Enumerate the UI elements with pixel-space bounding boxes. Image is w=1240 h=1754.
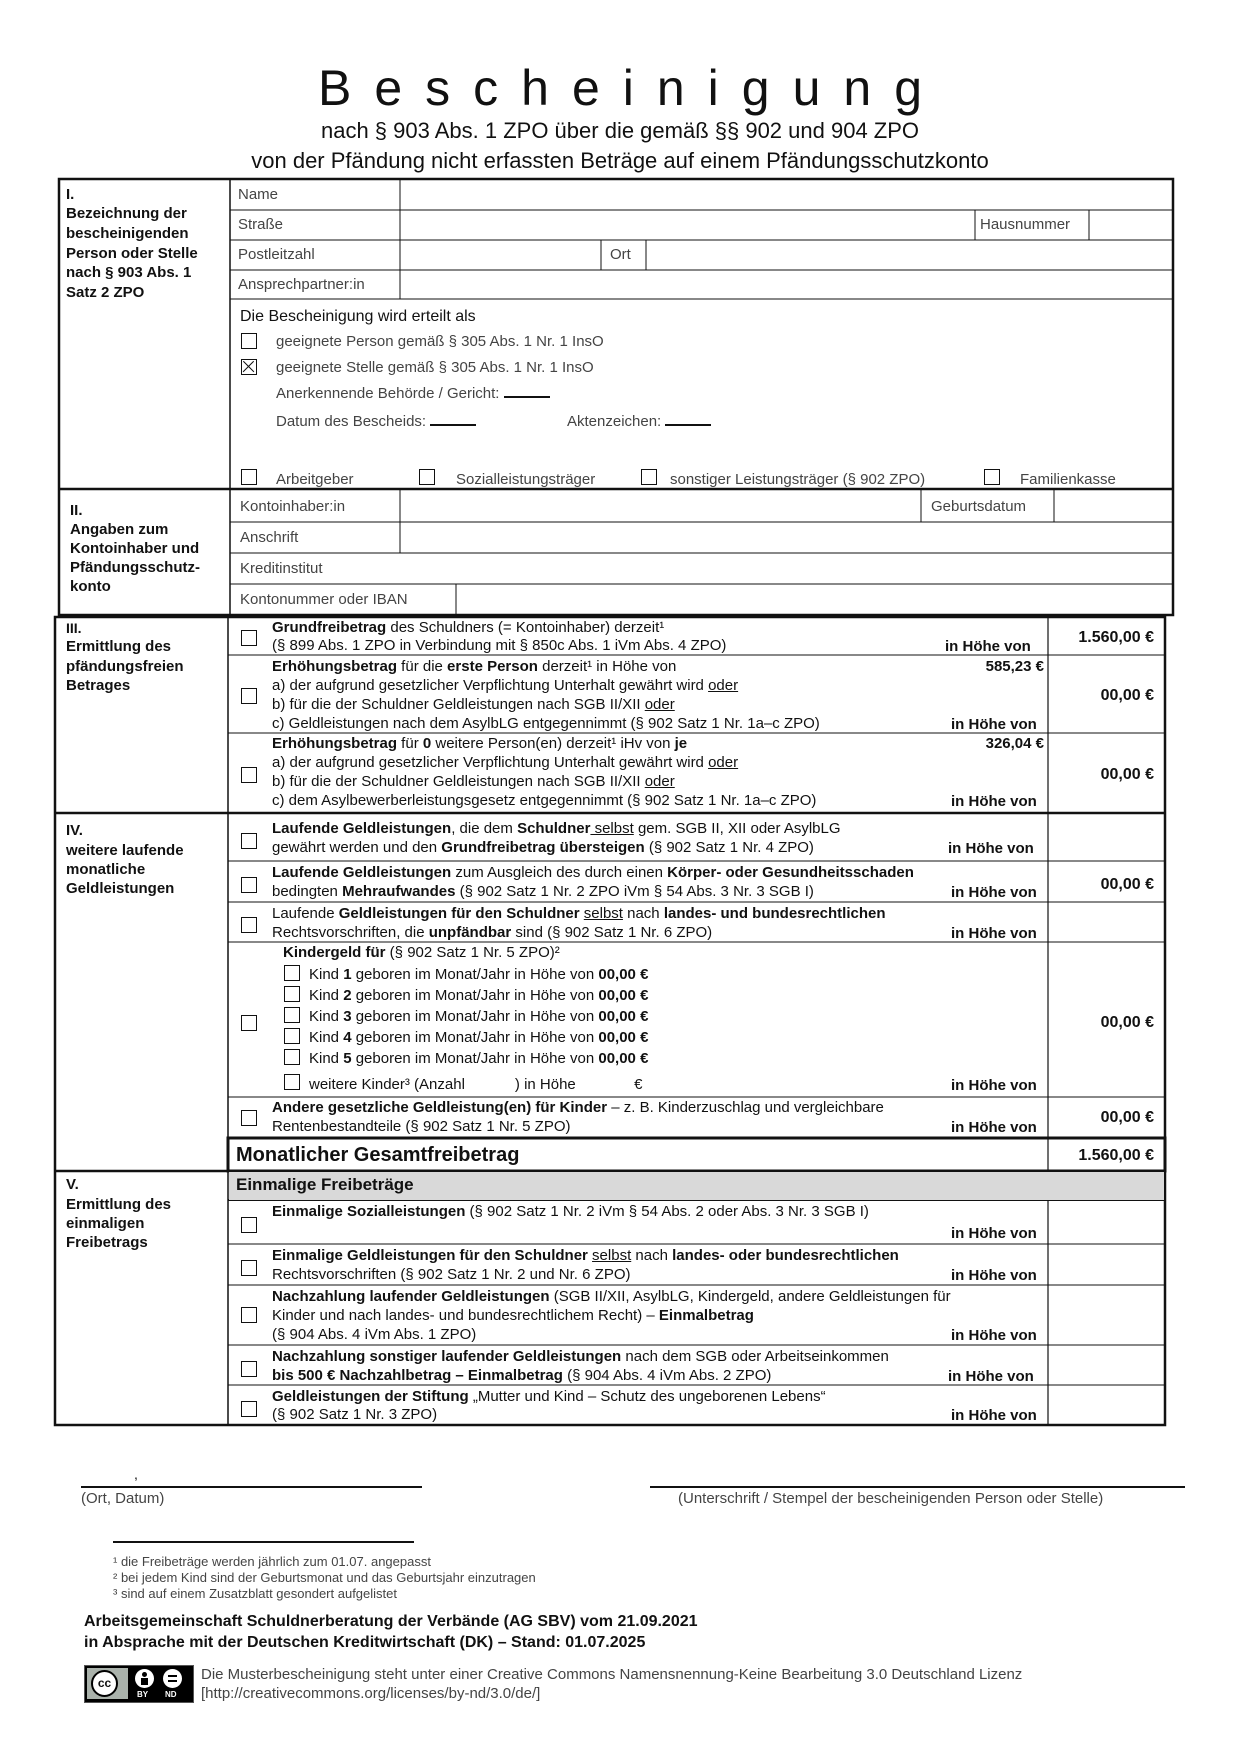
monatlicher-gesamtfreibetrag-value: 1.560,00 €	[1078, 1147, 1154, 1164]
mehraufwand-label: Mehraufwandes	[342, 883, 456, 900]
in-hoehe-von: in Höhe von	[951, 1327, 1037, 1344]
footer-line-2: in Absprache mit der Deutschen Kreditwirtschaft (DK) – Stand: 01.07.2025	[84, 1634, 646, 1651]
section-4-number: IV.	[66, 822, 83, 839]
checkbox-einmalige-geldleistungen[interactable]	[241, 1260, 257, 1276]
einmalig-sozial-label: Einmalige Sozialleistungen	[272, 1203, 466, 1220]
ansprechpartner-field[interactable]	[402, 272, 1171, 298]
checkbox-landesrecht-unpfaendbar[interactable]	[241, 917, 257, 933]
grundfreibetrag-line1	[272, 619, 664, 637]
laufende-text: (§ 902 Satz 1 Nr. 4 ZPO)	[644, 839, 814, 856]
landesrecht-text: sind (§ 902 Satz 1 Nr. 6 ZPO)	[511, 924, 713, 941]
name-field[interactable]	[402, 181, 1171, 209]
kindergeld-ref: (§ 902 Satz 1 Nr. 5 ZPO)²	[385, 944, 560, 961]
hausnummer-field[interactable]	[1091, 212, 1171, 239]
checkbox-kind-4[interactable]	[284, 1028, 300, 1044]
checkbox-erhoehung-weitere[interactable]	[241, 767, 257, 783]
checkbox-stiftung[interactable]	[241, 1401, 257, 1417]
checkbox-andere-kinderleistungen[interactable]	[241, 1110, 257, 1126]
koerperschaden-value: 00,00 €	[1100, 876, 1154, 893]
erhoehung-text: derzeit¹ in Höhe von	[537, 658, 677, 675]
stiftung-line1	[272, 1388, 826, 1406]
einmalbetrag-label: Einmalbetrag	[658, 1307, 754, 1324]
nachzahlung-sonstige-label: Nachzahlung sonstiger laufender Geldleistungen	[272, 1348, 622, 1365]
label-geeignete-person: geeignete Person gemäß § 305 Abs. 1 Nr. 1 InsO	[276, 333, 604, 350]
anzahl-personen: 0	[422, 735, 432, 752]
einmalige-freibetraege-heading: Einmalige Freibeträge	[236, 1175, 414, 1194]
section-label-line: Person oder Stelle	[66, 245, 198, 262]
in-hoehe-von: in Höhe von	[951, 716, 1037, 733]
nachzahlung-laufend-line2	[272, 1307, 754, 1325]
behoerde-field[interactable]	[504, 386, 550, 398]
selbst-text: selbst	[583, 905, 623, 922]
label-plz: Postleitzahl	[238, 246, 315, 263]
checkbox-nachzahlung-sonstige[interactable]	[241, 1361, 257, 1377]
erhoehung-erste-amount: 585,23 €	[985, 658, 1044, 675]
kind-label: Kind	[309, 1050, 340, 1067]
label-geburtsdatum: Geburtsdatum	[931, 498, 1027, 515]
nachzahlung-laufend-line1	[272, 1288, 951, 1306]
section-label-line: Betrages	[66, 677, 131, 694]
erste-person-label: erste Person	[447, 658, 538, 675]
by-icon	[135, 1669, 154, 1688]
bis-500-label: bis 500 € Nachzahlbetrag – Einmalbetrag	[272, 1367, 563, 1384]
einmalig-geld-line2: Rechtsvorschriften (§ 902 Satz 1 Nr. 2 und Nr. 6 ZPO)	[272, 1266, 631, 1283]
label-ansprechpartner: Ansprechpartner:in	[238, 276, 365, 293]
laufende-label: Laufende Geldleistungen	[272, 864, 452, 881]
section-2-number: II.	[70, 502, 83, 519]
label-kontoinhaber: Kontoinhaber:in	[240, 498, 346, 515]
kreditinstitut-field[interactable]	[402, 555, 1171, 583]
erhoehung-erste-c: c) Geldleistungen nach dem AsylbLG entgegennimmt (§ 902 Satz 1 Nr. 1a–c ZPO)	[272, 715, 820, 732]
landesrecht-label: landes- und bundesrechtlichen	[663, 905, 886, 922]
erhoehung-weitere-amount: 326,04 €	[985, 735, 1044, 752]
kind-geboren-text: geboren im Monat/Jahr in Höhe von	[351, 966, 599, 983]
kindergeld-label: Kindergeld für	[283, 944, 386, 961]
footnote-3: ³ sind auf einem Zusatzblatt gesondert aufgelistet	[113, 1586, 397, 1601]
checkbox-familienkasse[interactable]	[984, 469, 1000, 485]
section-label-line: pfändungsfreien	[66, 658, 184, 675]
nachzahlung-sonstige-text: nach dem SGB oder Arbeitseinkommen	[621, 1348, 889, 1365]
checkbox-kind-2[interactable]	[284, 986, 300, 1002]
andere-kinder-line1	[272, 1099, 884, 1117]
koerperschaden-line1	[272, 864, 914, 882]
oder-text: oder	[708, 754, 739, 771]
cc-by-nd-badge[interactable]	[84, 1665, 194, 1703]
laufende-text: , die dem	[451, 820, 518, 837]
kind-row-5: Kind 5 geboren im Monat/Jahr in Höhe von 00,00 €	[309, 1050, 649, 1067]
bescheid-datum-field[interactable]	[430, 414, 476, 426]
schuldner-label: Schuldner	[517, 820, 591, 837]
checkbox-laufende-geldleistungen-sgb[interactable]	[241, 833, 257, 849]
aktenzeichen-field[interactable]	[665, 414, 711, 426]
kind-label: Kind	[309, 1008, 340, 1025]
weitere-kinder-text: weitere Kinder³ (Anzahl ) in Höhe €	[309, 1076, 643, 1093]
kind-geboren-text: geboren im Monat/Jahr in Höhe von	[351, 1008, 599, 1025]
footnote-divider	[113, 1541, 414, 1543]
footer-line-1: Arbeitsgemeinschaft Schuldnerberatung der Verbände (AG SBV) vom 21.09.2021	[84, 1613, 698, 1630]
laufende-text: gem. SGB II, XII oder AsylbLG	[633, 820, 841, 837]
kind-label: Kind	[309, 987, 340, 1004]
grundfreibetrag-ref: (§ 899 Abs. 1 ZPO in Verbindung mit § 850c Abs. 1 iVm Abs. 4 ZPO)	[272, 637, 727, 654]
label-name: Name	[238, 186, 279, 203]
landesrecht-text: Laufende	[272, 905, 339, 922]
einmalig-geld-line1	[272, 1247, 899, 1265]
koerperschaden-text: zum Ausgleich des durch einen	[451, 864, 668, 881]
label-aktenzeichen: Aktenzeichen:	[567, 413, 662, 430]
in-hoehe-von: in Höhe von	[951, 1267, 1037, 1284]
section-label-line: Satz 2 ZPO	[66, 284, 145, 301]
andere-kinder-line2: Rentenbestandteile (§ 902 Satz 1 Nr. 5 ZPO)	[272, 1118, 571, 1135]
section-label-line: Geldleistungen	[66, 880, 175, 897]
checkbox-koerperschaden[interactable]	[241, 877, 257, 893]
oder-text: oder	[644, 696, 675, 713]
in-hoehe-von: in Höhe von	[951, 1119, 1037, 1136]
section-label-line: nach § 903 Abs. 1	[66, 264, 192, 281]
laufende-sgb-line1	[272, 820, 841, 838]
nachzahlung-sonstige-line1	[272, 1348, 889, 1366]
anschrift-field[interactable]	[402, 524, 1171, 552]
footnote-1: ¹ die Freibeträge werden jährlich zum 01.07. angepasst	[113, 1554, 431, 1569]
checkbox-kind-3[interactable]	[284, 1007, 300, 1023]
nachzahlung-sonstige-line2	[272, 1367, 771, 1385]
label-geeignete-stelle: geeignete Stelle gemäß § 305 Abs. 1 Nr. 1 InsO	[276, 359, 594, 376]
behoerde-row	[276, 385, 550, 403]
ort-datum-line[interactable]	[81, 1486, 422, 1488]
erhoehung-text: für	[397, 735, 423, 752]
erhoehung-erste-a	[272, 677, 738, 695]
unterschrift-label: (Unterschrift / Stempel der bescheinigenden Person oder Stelle)	[678, 1490, 1104, 1507]
koerperschaden-label: Körper- oder Gesundheitsschaden	[667, 864, 914, 881]
checkbox-grundfreibetrag[interactable]	[241, 630, 257, 646]
label-behoerde: Anerkennende Behörde / Gericht:	[276, 385, 500, 402]
in-hoehe-von: in Höhe von	[945, 638, 1031, 655]
grundfreibetrag-value: 1.560,00 €	[1078, 629, 1154, 646]
selbst-text: selbst	[592, 1247, 632, 1264]
checkbox-erhoehung-erste-person[interactable]	[241, 688, 257, 704]
laufende-label: Laufende Geldleistungen	[272, 820, 452, 837]
label-iban: Kontonummer oder IBAN	[240, 591, 408, 608]
page-subtitle-2: von der Pfändung nicht erfassten Beträge auf einem Pfändungsschutzkonto	[251, 148, 989, 173]
label-kreditinstitut: Kreditinstitut	[240, 560, 323, 577]
erhoehung-b-text: b) für die der Schuldner Geldleistungen nach SGB II/XII	[272, 696, 645, 713]
nachzahlung-laufend-text: (SGB II/XII, AsylbLG, Kindergeld, andere Geldleistungen für	[549, 1288, 951, 1305]
license-text: Die Musterbescheinigung steht unter einer Creative Commons Namensnennung-Keine Bearbeitung 3.0 Deutschland Lizenz	[201, 1666, 1023, 1683]
in-hoehe-von: in Höhe von	[951, 793, 1037, 810]
label-sonstiger-leistungstraeger: sonstiger Leistungsträger (§ 902 ZPO)	[670, 471, 926, 488]
section-label-line: Kontoinhaber und	[70, 540, 200, 557]
in-hoehe-von: in Höhe von	[948, 1368, 1034, 1385]
section-label-line: einmaligen	[66, 1215, 145, 1232]
checkbox-kind-5[interactable]	[284, 1049, 300, 1065]
in-hoehe-von: in Höhe von	[951, 884, 1037, 901]
erhoehung-a-text: a) der aufgrund gesetzlicher Verpflichtung Unterhalt gewährt wird	[272, 754, 709, 771]
section-1-number: I.	[66, 186, 75, 203]
einmalig-geld-label: Einmalige Geldleistungen für den Schuldner	[272, 1247, 593, 1264]
koerperschaden-text: bedingten	[272, 883, 343, 900]
checkbox-kind-1[interactable]	[284, 965, 300, 981]
selbst-text: selbst	[590, 820, 634, 837]
unpfaendbar-label: unpfändbar	[428, 924, 512, 941]
erteilt-heading: Die Bescheinigung wird erteilt als	[240, 308, 476, 325]
ort-datum-label: (Ort, Datum)	[81, 1490, 165, 1507]
landesrecht-line1	[272, 905, 886, 923]
kind-amount: 00,00 €	[598, 1008, 649, 1025]
oder-text: oder	[644, 773, 675, 790]
grundfreibetrag-text: des Schuldners (= Kontoinhaber) derzeit¹	[386, 619, 665, 636]
erhoehung-b-text: b) für die der Schuldner Geldleistungen nach SGB II/XII	[272, 773, 645, 790]
in-hoehe-von: in Höhe von	[951, 1077, 1037, 1094]
stiftung-line2: (§ 902 Satz 1 Nr. 3 ZPO)	[272, 1406, 438, 1423]
plz-field[interactable]	[402, 242, 599, 269]
unterschrift-line[interactable]	[650, 1486, 1185, 1488]
andere-kinder-text: – z. B. Kinderzuschlag und vergleichbare	[607, 1099, 884, 1116]
koerperschaden-line2	[272, 883, 814, 901]
erhoehung-a-text: a) der aufgrund gesetzlicher Verpflichtung Unterhalt gewährt wird	[272, 677, 709, 694]
section-label-line: Ermittlung des	[66, 638, 172, 655]
iban-field[interactable]	[458, 586, 1171, 614]
erhoehung-label: Erhöhungsbetrag	[272, 735, 398, 752]
landesrecht-text: Rechtsvorschriften, die	[272, 924, 429, 941]
grundfreibetrag-uebersteigen: Grundfreibetrag übersteigen	[441, 839, 645, 856]
monatlicher-gesamtfreibetrag-label: Monatlicher Gesamtfreibetrag	[236, 1144, 520, 1166]
section-label-line: konto	[70, 578, 111, 595]
nachzahlung-laufend-text: Kinder und nach landes- und bundesrechtlichem Recht) –	[272, 1307, 659, 1324]
kind-row-4: Kind 4 geboren im Monat/Jahr in Höhe von 00,00 €	[309, 1029, 649, 1046]
section-3-number: III.	[66, 620, 82, 636]
aktenzeichen-row	[567, 413, 711, 431]
kind-geboren-text: geboren im Monat/Jahr in Höhe von	[351, 1050, 599, 1067]
in-hoehe-von: in Höhe von	[951, 1225, 1037, 1242]
kindergeld-heading	[283, 944, 560, 962]
oder-text: oder	[708, 677, 739, 694]
nd-label: ND	[165, 1690, 177, 1699]
erhoehung-erste-value: 00,00 €	[1100, 687, 1154, 704]
label-sozialleistungstraeger: Sozialleistungsträger	[456, 471, 596, 488]
section-label-line: bescheinigenden	[66, 225, 189, 242]
label-strasse: Straße	[238, 216, 284, 233]
erhoehung-text: für die	[397, 658, 448, 675]
erhoehung-weitere-b	[272, 773, 675, 791]
label-anschrift: Anschrift	[240, 529, 299, 546]
einmalig-sozial-text: (§ 902 Satz 1 Nr. 2 iVm § 54 Abs. 2 oder Abs. 3 Nr. 3 SGB I)	[465, 1203, 869, 1220]
kind-label: Kind	[309, 966, 340, 983]
kind-amount: 00,00 €	[598, 1050, 649, 1067]
in-hoehe-von: in Höhe von	[951, 1407, 1037, 1424]
checkbox-geeignete-stelle[interactable]	[241, 359, 257, 375]
erhoehung-text: weitere Person(en) derzeit¹ iHv von	[431, 735, 675, 752]
section-label-line: Ermittlung des	[66, 1196, 172, 1213]
kind-row-1: Kind 1 geboren im Monat/Jahr in Höhe von 00,00 €	[309, 966, 649, 983]
by-label: BY	[137, 1690, 149, 1699]
footnote-2: ² bei jedem Kind sind der Geburtsmonat und das Geburtsjahr einzutragen	[113, 1570, 536, 1585]
kind-row-3: Kind 3 geboren im Monat/Jahr in Höhe von 00,00 €	[309, 1008, 649, 1025]
checkbox-nachzahlung-laufend[interactable]	[241, 1307, 257, 1323]
erhoehung-erste-line1	[272, 658, 676, 676]
erhoehung-weitere-c: c) dem Asylbewerberleistungsgesetz entgegennimmt (§ 902 Satz 1 Nr. 1a–c ZPO)	[272, 792, 817, 809]
checkbox-sozialleistungstraeger[interactable]	[419, 469, 435, 485]
kind-amount: 00,00 €	[598, 1029, 649, 1046]
checkbox-geeignete-person[interactable]	[241, 333, 257, 349]
section-label-line: monatliche	[66, 861, 146, 878]
kontoinhaber-field[interactable]	[402, 491, 919, 521]
nachzahlung-sonstige-text: (§ 904 Abs. 4 iVm Abs. 2 ZPO)	[562, 1367, 772, 1384]
einmalig-geld-text: nach	[631, 1247, 673, 1264]
kind-label: Kind	[309, 1029, 340, 1046]
nachzahlung-laufend-line3: (§ 904 Abs. 4 iVm Abs. 1 ZPO)	[272, 1326, 477, 1343]
checkbox-sonstiger-leistungstraeger[interactable]	[641, 469, 657, 485]
in-hoehe-von: in Höhe von	[951, 925, 1037, 942]
landesrecht-text: nach	[622, 905, 664, 922]
ort-field[interactable]	[648, 242, 1171, 269]
erhoehung-weitere-value: 00,00 €	[1100, 766, 1154, 783]
geldleistungen-schuldner-label: Geldleistungen für den Schuldner	[338, 905, 584, 922]
stiftung-text: „Mutter und Kind – Schutz des ungeborenen Lebens“	[468, 1388, 826, 1405]
erhoehung-weitere-line1	[272, 735, 687, 753]
kind-row-2: Kind 2 geboren im Monat/Jahr in Höhe von 00,00 €	[309, 987, 649, 1004]
section-label-line: Freibetrags	[66, 1234, 148, 1251]
section-label-line: Pfändungsschutz-	[70, 559, 200, 576]
page-title: Bescheinigung	[317, 60, 946, 116]
kind-geboren-text: geboren im Monat/Jahr in Höhe von	[351, 1029, 599, 1046]
checkbox-einmalige-sozialleistungen[interactable]	[241, 1217, 257, 1233]
stiftung-label: Geldleistungen der Stiftung	[272, 1388, 469, 1405]
andere-kinder-value: 00,00 €	[1100, 1109, 1154, 1126]
grundfreibetrag-label: Grundfreibetrag	[272, 619, 387, 636]
nd-icon	[163, 1669, 182, 1688]
ort-datum-comma: ,	[134, 1466, 138, 1482]
kind-amount: 00,00 €	[598, 966, 649, 983]
geburtsdatum-field[interactable]	[1056, 491, 1171, 521]
in-hoehe-von: in Höhe von	[948, 840, 1034, 857]
section-label-line: Angaben zum	[70, 521, 169, 538]
strasse-field[interactable]	[402, 212, 973, 239]
einmalig-sozial-line1	[272, 1203, 869, 1221]
cc-icon: cc	[91, 1670, 118, 1697]
label-hausnummer: Hausnummer	[980, 216, 1071, 233]
erhoehung-weitere-a	[272, 754, 738, 772]
label-ort: Ort	[610, 246, 631, 263]
erhoehung-erste-b	[272, 696, 675, 714]
label-arbeitgeber: Arbeitgeber	[276, 471, 354, 488]
je-label: je	[674, 735, 688, 752]
koerperschaden-text: (§ 902 Satz 1 Nr. 2 ZPO iVm § 54 Abs. 3 Nr. 3 SGB I)	[455, 883, 814, 900]
checkbox-arbeitgeber[interactable]	[241, 469, 257, 485]
section-5-number: V.	[66, 1176, 79, 1193]
license-url[interactable]: [http://creativecommons.org/licenses/by-nd/3.0/de/]	[201, 1685, 541, 1702]
landesrecht-label: landes- oder bundesrechtlichen	[672, 1247, 899, 1264]
checkbox-kindergeld[interactable]	[241, 1015, 257, 1031]
andere-kinder-label: Andere gesetzliche Geldleistung(en) für Kinder	[272, 1099, 608, 1116]
laufende-text: gewährt werden und den	[272, 839, 442, 856]
erhoehung-label: Erhöhungsbetrag	[272, 658, 398, 675]
section-label-line: weitere laufende	[66, 842, 184, 859]
nachzahlung-laufend-label: Nachzahlung laufender Geldleistungen	[272, 1288, 550, 1305]
checkbox-weitere-kinder[interactable]	[284, 1074, 300, 1090]
page-subtitle-1: nach § 903 Abs. 1 ZPO über die gemäß §§ 902 und 904 ZPO	[320, 118, 920, 143]
label-familienkasse: Familienkasse	[1020, 471, 1116, 488]
laufende-sgb-line2	[272, 839, 814, 857]
kind-amount: 00,00 €	[598, 987, 649, 1004]
label-bescheid-datum: Datum des Bescheids:	[276, 413, 427, 430]
landesrecht-line2	[272, 924, 712, 942]
section-label-line: Bezeichnung der	[66, 205, 187, 222]
kind-geboren-text: geboren im Monat/Jahr in Höhe von	[351, 987, 599, 1004]
kindergeld-value: 00,00 €	[1100, 1014, 1154, 1031]
bescheid-datum-row	[276, 413, 476, 431]
